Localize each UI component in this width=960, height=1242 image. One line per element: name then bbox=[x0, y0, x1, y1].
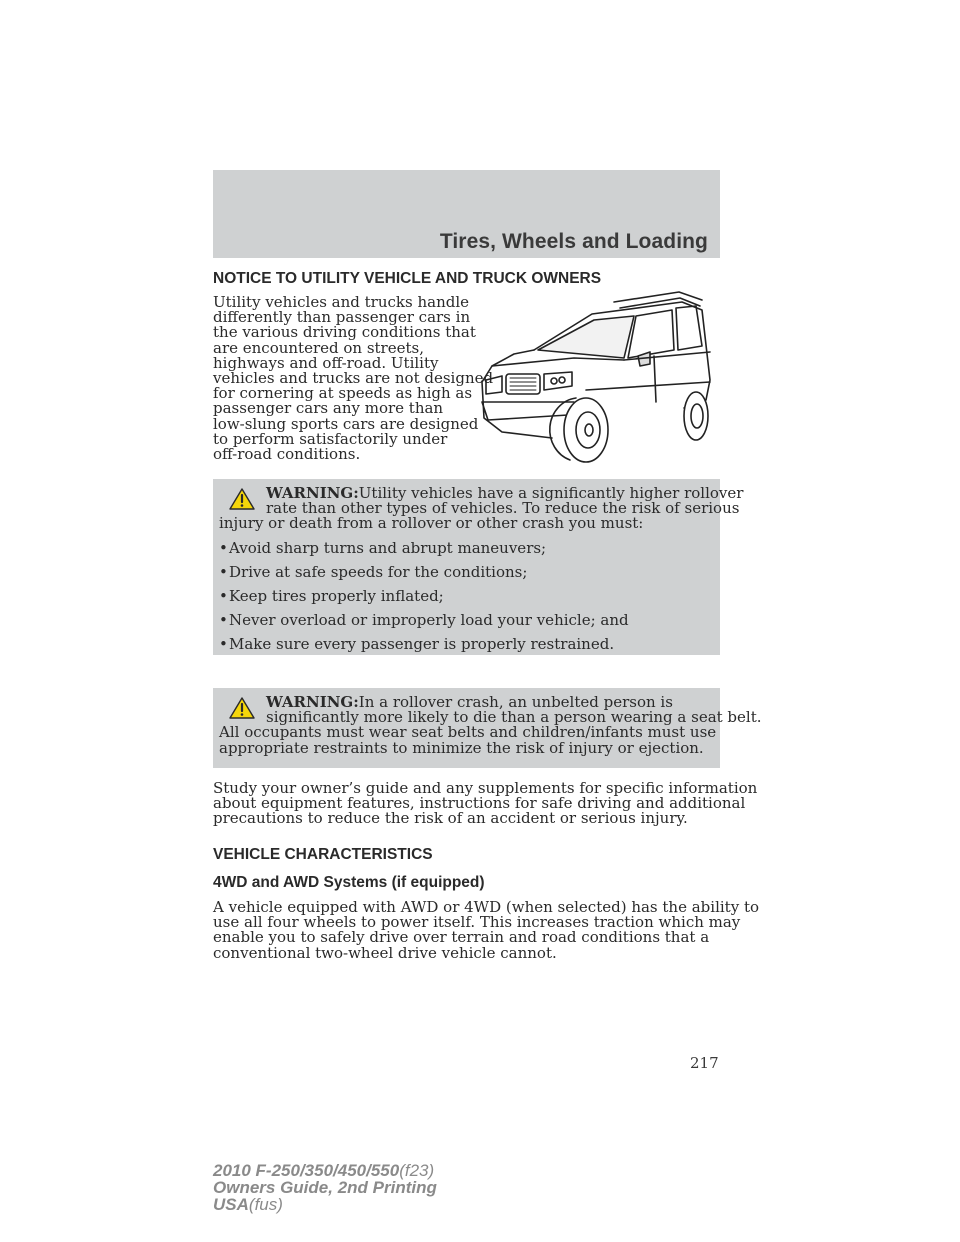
paragraph-line: are encountered on streets, bbox=[213, 338, 424, 357]
warning-triangle-icon bbox=[229, 696, 255, 720]
warning-text-line: injury or death from a rollover or other crash you must: bbox=[219, 514, 644, 533]
warning-text: In a rollover crash, an unbelted person is bbox=[358, 693, 673, 711]
paragraph-line: about equipment features, instructions for safe driving and additional bbox=[213, 794, 746, 813]
bullet-item: • Make sure every passenger is properly restrained. bbox=[219, 637, 714, 652]
bullet-item: • Drive at safe speeds for the conditions; bbox=[219, 565, 714, 580]
warning-label: WARNING: bbox=[266, 484, 359, 502]
footer-code: (f23) bbox=[399, 1161, 435, 1180]
footer-model: 2010 F-250/350/450/550 bbox=[213, 1161, 400, 1180]
warning-text-line: rate than other types of vehicles. To reduce the risk of serious bbox=[266, 499, 740, 518]
warning-box-rollover-rate bbox=[213, 479, 744, 655]
paragraph-line: Utility vehicles and trucks handle bbox=[213, 293, 470, 311]
paragraph-line: for cornering at speeds as high as bbox=[213, 384, 473, 403]
paragraph-line: low-slung sports cars are designed bbox=[213, 414, 479, 433]
warning-box-seat-belt bbox=[213, 688, 762, 768]
warning-bullet-list bbox=[219, 538, 714, 654]
page-number: 217 bbox=[690, 1054, 719, 1072]
4wd-paragraph bbox=[213, 900, 759, 961]
warning-triangle-icon bbox=[229, 487, 255, 511]
paragraph-line: off-road conditions. bbox=[213, 445, 361, 464]
chapter-header-band bbox=[213, 170, 720, 258]
warning-text: Utility vehicles have a significantly higher rollover bbox=[358, 484, 744, 502]
paragraph-line: use all four wheels to power itself. This increases traction which may bbox=[213, 913, 741, 932]
paragraph-line: differently than passenger cars in bbox=[213, 308, 471, 327]
footer-line bbox=[213, 1196, 437, 1213]
paragraph-line: to perform satisfactorily under bbox=[213, 429, 448, 448]
warning-text-line: appropriate restraints to minimize the risk of injury or ejection. bbox=[219, 738, 704, 757]
paragraph-line: Study your owner’s guide and any supplements for specific information bbox=[213, 779, 758, 797]
footer-region: USA bbox=[213, 1195, 249, 1214]
bullet-item: • Avoid sharp turns and abrupt maneuvers; bbox=[219, 541, 714, 556]
subheading-4wd-awd: 4WD and AWD Systems (if equipped) bbox=[213, 874, 485, 891]
warning-text-line: All occupants must wear seat belts and children/infants must use bbox=[219, 723, 717, 742]
paragraph-line: enable you to safely drive over terrain and road conditions that a bbox=[213, 928, 710, 947]
footer-region-code: (fus) bbox=[248, 1195, 283, 1214]
suv-illustration bbox=[474, 290, 720, 470]
bullet-item: • Never overload or improperly load your vehicle; and bbox=[219, 613, 714, 628]
warning-label: WARNING: bbox=[266, 693, 359, 711]
section-heading-vehicle-characteristics: VEHICLE CHARACTERISTICS bbox=[213, 846, 433, 863]
warning-text-line bbox=[219, 688, 714, 710]
paragraph-line: the various driving conditions that bbox=[213, 323, 476, 342]
footer-line bbox=[213, 1162, 437, 1179]
paragraph-line: A vehicle equipped with AWD or 4WD (when selected) has the ability to bbox=[213, 898, 759, 916]
paragraph-line: highways and off-road. Utility bbox=[213, 353, 439, 372]
document-footer bbox=[213, 1162, 437, 1213]
paragraph-line: vehicles and trucks are not designed bbox=[213, 369, 494, 388]
warning-text-line: significantly more likely to die than a person wearing a seat belt. bbox=[266, 708, 762, 727]
study-guide-paragraph bbox=[213, 781, 757, 827]
utility-notice-paragraph bbox=[213, 295, 493, 462]
paragraph-line: conventional two-wheel drive vehicle cannot. bbox=[213, 943, 557, 962]
chapter-title: Tires, Wheels and Loading bbox=[439, 230, 708, 253]
footer-line: Owners Guide, 2nd Printing bbox=[213, 1178, 437, 1197]
bullet-item: • Keep tires properly inflated; bbox=[219, 589, 714, 604]
warning-text-line bbox=[219, 479, 744, 502]
paragraph-line: precautions to reduce the risk of an accident or serious injury. bbox=[213, 809, 688, 828]
section-heading-utility-notice: NOTICE TO UTILITY VEHICLE AND TRUCK OWNERS bbox=[213, 270, 602, 287]
paragraph-line: passenger cars any more than bbox=[213, 399, 444, 418]
